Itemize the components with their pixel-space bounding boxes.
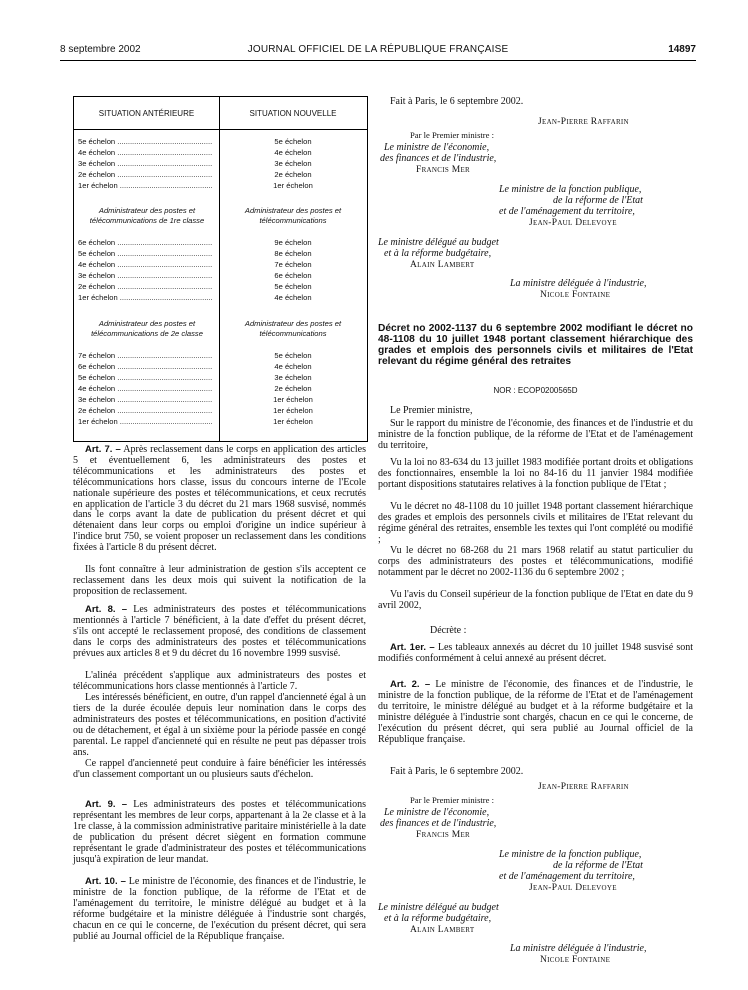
table-row — [74, 395, 367, 406]
table-row — [74, 137, 367, 148]
article-7 — [73, 445, 366, 554]
table-row — [74, 417, 367, 428]
article-label: Art. 7. – — [85, 444, 121, 455]
echelon-nouveau: 1er échelon — [273, 406, 313, 415]
echelon-nouveau: 1er échelon — [273, 181, 313, 190]
article-text: Les administrateurs des postes et télécommunications mentionnés à l'article 7 bénéficient, à la date d'effet du présent décret, s'ils ont accepté le reclassement proposé, des conditions de classement dans le corps des administrateurs des postes et télécommunications prévues aux articles 8 et 9 du décret du 16 novembre 1999 susvisé. — [73, 604, 366, 659]
article-label: Art. 10. – — [85, 876, 126, 887]
echelon-nouveau: 2e échelon — [274, 170, 312, 179]
echelon-nouveau: 4e échelon — [274, 362, 312, 371]
paragraph: Ils font connaître à leur administration de gestion s'ils acceptent ce reclassement dans les deux mois qui suivent la notification de la proposition de reclassement. — [73, 564, 366, 597]
article-10 — [73, 877, 366, 942]
table-row — [74, 271, 367, 282]
echelon-anterieur: 5e échelon ..... — [78, 249, 212, 258]
table-row — [74, 159, 367, 170]
echelon-anterieur: 2e échelon ..... — [78, 282, 212, 291]
reclassement-table — [73, 96, 368, 442]
group-label-left: Administrateur des postes et télécommunications de 1re classe — [89, 206, 205, 225]
minister-title: des finances et de l'industrie, — [380, 153, 497, 164]
signatory-lambert: Alain Lambert — [410, 260, 475, 270]
echelon-nouveau: 5e échelon — [274, 351, 312, 360]
table-row — [74, 384, 367, 395]
page-number: 14897 — [668, 44, 696, 55]
table-row — [74, 362, 367, 373]
minister-title: Le ministre de la fonction publique, — [499, 184, 642, 195]
article-text: Les administrateurs des postes et télécommunications représentant les membres de leur corps, appartenant à la 2e classe et à la 1re classe, à la commission administrative paritaire ministérielle à la date de publication du présent décret siègent en formation commune représentant le grade d'administrateur des postes et télécommunications jusqu'à expiration de leur mandat. — [73, 799, 366, 865]
page-header — [60, 44, 696, 60]
table-row — [74, 293, 367, 304]
table-row — [74, 282, 367, 293]
table-row — [74, 238, 367, 249]
echelon-nouveau: 9e échelon — [274, 238, 312, 247]
echelon-anterieur: 6e échelon ..... — [78, 238, 212, 247]
signatory-lambert: Alain Lambert — [410, 925, 475, 935]
echelon-anterieur: 3e échelon ..... — [78, 159, 212, 168]
article-text: Les tableaux annexés au décret du 10 juillet 1948 susvisé sont modifiés conformément à celui annexé au présent décret. — [378, 642, 693, 664]
signatory-fontaine: Nicole Fontaine — [540, 955, 611, 965]
table-row — [74, 351, 367, 362]
table-row — [74, 406, 367, 417]
echelon-anterieur: 1er échelon ..... — [78, 181, 212, 190]
group-label-left: Administrateur des postes et télécommunications de 2e classe — [91, 319, 203, 338]
minister-title: La ministre déléguée à l'industrie, — [510, 943, 647, 954]
article-label: Art. 2. – — [390, 679, 431, 690]
minister-title: de la réforme de l'Etat — [553, 195, 643, 206]
echelon-nouveau: 4e échelon — [274, 148, 312, 157]
minister-title: de la réforme de l'Etat — [553, 860, 643, 871]
echelon-nouveau: 3e échelon — [274, 159, 312, 168]
paragraph: Le Premier ministre, — [390, 405, 473, 416]
minister-title: et de l'aménagement du territoire, — [499, 871, 635, 882]
echelon-anterieur: 3e échelon ..... — [78, 395, 212, 404]
echelon-nouveau: 1er échelon — [273, 395, 313, 404]
echelon-nouveau: 3e échelon — [274, 373, 312, 382]
signatory-raffarin: Jean-Pierre Raffarin — [538, 782, 629, 792]
article-label: Art. 9. – — [85, 799, 128, 810]
echelon-nouveau: 7e échelon — [274, 260, 312, 269]
echelon-anterieur: 5e échelon ..... — [78, 137, 212, 146]
article-label: Art. 1er. – — [390, 642, 435, 653]
fait-a-paris: Fait à Paris, le 6 septembre 2002. — [390, 766, 524, 777]
table-header-nouvelle: SITUATION NOUVELLE — [249, 109, 337, 118]
table-row — [74, 260, 367, 271]
minister-title: Le ministre de l'économie, — [384, 142, 490, 153]
table-header-anterieure: SITUATION ANTÉRIEURE — [98, 109, 195, 118]
header-rule — [60, 60, 696, 61]
table-row — [74, 373, 367, 384]
minister-title: et à la réforme budgétaire, — [384, 913, 492, 924]
echelon-nouveau: 5e échelon — [274, 282, 312, 291]
echelon-anterieur: 5e échelon ..... — [78, 373, 212, 382]
echelon-nouveau: 5e échelon — [274, 137, 312, 146]
echelon-anterieur: 4e échelon ..... — [78, 260, 212, 269]
echelon-nouveau: 8e échelon — [274, 249, 312, 258]
signatory-delevoye: Jean-Paul Delevoye — [529, 218, 617, 228]
group-label-right: Administrateur des postes et télécommunications — [244, 206, 342, 225]
signatory-mer: Francis Mer — [416, 830, 471, 840]
echelon-anterieur: 4e échelon ..... — [78, 148, 212, 157]
article-text: Après reclassement dans le corps en application des articles 5 et éventuellement 6, les administrateurs des postes et télécommunications et les administrateurs des postes et télécommunications hors classe, issus du concours interne de l'Ecole nationale supérieure des postes et télécommunications, et ceux recrutés en application de l'article 3 du décret du 21 mars 1968 susvisé, nommés dans le corps avant la date de publication du présent décret et qui détenaient dans leur corps ou emploi d'origine un indice supérieur à l'indice brut 750, se voient proposer un reclassement dans les conditions fixées à l'article 8 du présent décret. — [73, 444, 366, 554]
article-8 — [73, 605, 366, 660]
signatory-delevoye: Jean-Paul Delevoye — [529, 883, 617, 893]
table-row — [74, 249, 367, 260]
echelon-anterieur: 1er échelon ..... — [78, 417, 212, 426]
signatory-raffarin: Jean-Pierre Raffarin — [538, 117, 629, 127]
minister-title: Le ministre de la fonction publique, — [499, 849, 642, 860]
echelon-anterieur: 3e échelon ..... — [78, 271, 212, 280]
table-row — [74, 170, 367, 181]
echelon-anterieur: 6e échelon ..... — [78, 362, 212, 371]
visa: Sur le rapport du ministre de l'économie, des finances et de l'industrie et du ministre de la fonction publique, de la réforme de l'Etat et de l'aménagement du territoire, — [378, 418, 693, 451]
paragraph: Les intéressés bénéficient, en outre, d'un rappel d'ancienneté égal à un tiers de la durée écoulée depuis leur nomination dans le corps des administrateurs des postes et télécommunications, en position d'activité ou de détachement, et égal à un sixième pour la période passée en congé parental. Le rappel d'ancienneté qui en résulte ne peut pas dépasser trois ans. — [73, 692, 366, 758]
par-premier-ministre: Par le Premier ministre : — [410, 130, 495, 140]
minister-title: des finances et de l'industrie, — [380, 818, 497, 829]
echelon-anterieur: 2e échelon ..... — [78, 170, 212, 179]
table-row — [74, 181, 367, 192]
decrete: Décrète : — [430, 625, 467, 636]
visa: Vu l'avis du Conseil supérieur de la fonction publique de l'Etat en date du 9 avril 2002, — [378, 589, 693, 611]
article-9 — [73, 800, 366, 865]
table-row — [74, 148, 367, 159]
echelon-nouveau: 6e échelon — [274, 271, 312, 280]
nor-reference: NOR : ECOP0200565D — [493, 386, 578, 395]
group-label-right: Administrateur des postes et télécommunications — [244, 319, 342, 338]
echelon-nouveau: 2e échelon — [274, 384, 312, 393]
paragraph: Ce rappel d'ancienneté peut conduire à faire bénéficier les intéressés d'un classement comportant un ou plusieurs sauts d'échelon. — [73, 758, 366, 780]
echelon-nouveau: 1er échelon — [273, 417, 313, 426]
par-premier-ministre: Par le Premier ministre : — [410, 795, 495, 805]
table-header-rule — [74, 129, 367, 130]
signatory-mer: Francis Mer — [416, 165, 471, 175]
article-text: Le ministre de l'économie, des finances et de l'industrie, le ministre de la fonction publique, de la réforme de l'Etat et de l'aménagement du territoire, le ministre délégué au budget et à la réforme budgétaire et la ministre déléguée à l'industrie sont chargés, chacun en ce qui le concerne, de l'exécution du présent décret, qui sera publié au Journal officiel de la République française. — [378, 679, 693, 745]
paragraph: L'alinéa précédent s'applique aux administrateurs des postes et télécommunications hors classe mentionnés à l'article 7. — [73, 670, 366, 692]
decret-title: Décret no 2002-1137 du 6 septembre 2002 modifiant le décret no 48-1108 du 10 juillet 1948 portant classement hiérarchique des grades et emplois des personnels civils et militaires de l'Etat relevant du régime général des retraites — [378, 323, 693, 367]
visa: Vu la loi no 83-634 du 13 juillet 1983 modifiée portant droits et obligations des fonctionnaires, ensemble la loi no 84-16 du 11 janvier 1984 modifiée portant dispositions statutaires relatives à la fonction publique de l'Etat ; — [378, 457, 693, 490]
article-label: Art. 8. – — [85, 604, 128, 615]
signatory-fontaine: Nicole Fontaine — [540, 290, 611, 300]
echelon-anterieur: 7e échelon ..... — [78, 351, 212, 360]
minister-title: Le ministre délégué au budget — [378, 902, 499, 913]
echelon-nouveau: 4e échelon — [274, 293, 312, 302]
echelon-anterieur: 1er échelon ..... — [78, 293, 212, 302]
minister-title: Le ministre délégué au budget — [378, 237, 499, 248]
visa: Vu le décret no 48-1108 du 10 juillet 1948 portant classement hiérarchique des grades et emplois des personnels civils et militaires de l'Etat relevant du régime général des retraites, ensemble les textes qui l'ont complété ou modifié ; — [378, 501, 693, 545]
minister-title: Le ministre de l'économie, — [384, 807, 490, 818]
article-text: Le ministre de l'économie, des finances et de l'industrie, le ministre de la fonction publique, de la réforme de l'Etat et de l'aménagement du territoire, le ministre délégué au budget et à la réforme budgétaire et la ministre déléguée à l'industrie sont chargés, chacun en ce qui le concerne, de l'exécution du présent décret, qui sera publié au Journal officiel de la République française. — [73, 876, 366, 942]
minister-title: La ministre déléguée à l'industrie, — [510, 278, 647, 289]
header-date: 8 septembre 2002 — [60, 44, 141, 55]
minister-title: et de l'aménagement du territoire, — [499, 206, 635, 217]
echelon-anterieur: 2e échelon ..... — [78, 406, 212, 415]
journal-title: JOURNAL OFFICIEL DE LA RÉPUBLIQUE FRANÇAISE — [247, 44, 509, 55]
visa: Vu le décret no 68-268 du 21 mars 1968 relatif au statut particulier du corps des administrateurs des postes et télécommunications, modifié notamment par le décret no 2002-1136 du 6 septembre 2002 ; — [378, 545, 693, 578]
fait-a-paris: Fait à Paris, le 6 septembre 2002. — [390, 96, 524, 107]
article-1 — [378, 643, 693, 665]
minister-title: et à la réforme budgétaire, — [384, 248, 492, 259]
echelon-anterieur: 4e échelon ..... — [78, 384, 212, 393]
article-2 — [378, 680, 693, 745]
